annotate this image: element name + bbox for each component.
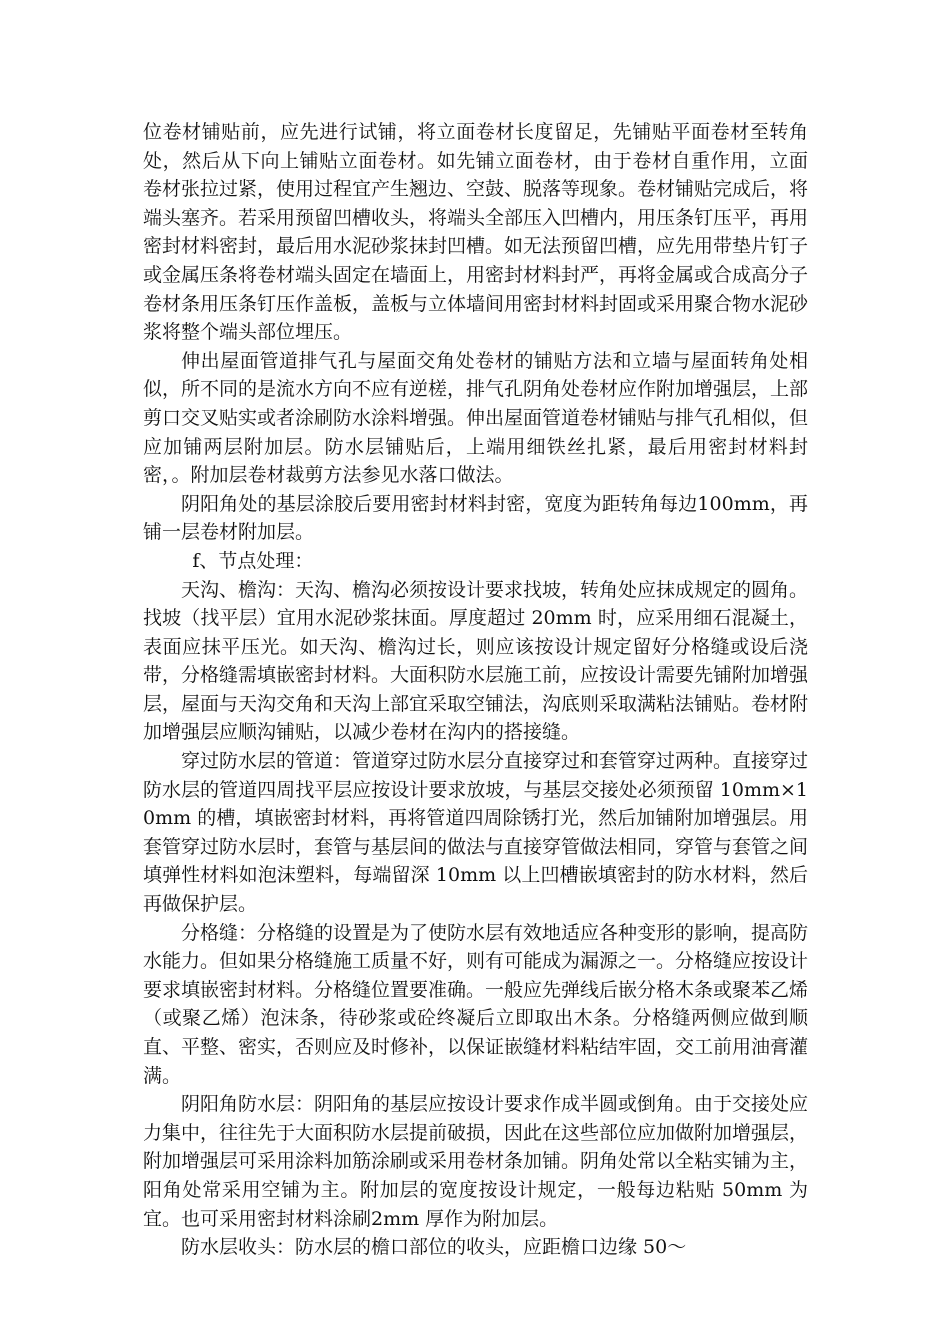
paragraph: 分格缝：分格缝的设置是为了使防水层有效地适应各种变形的影响，提高防水能力。但如果分格缝施工质量不好，则有可能成为漏源之一。分格缝应按设计要求填嵌密封材料。分格缝位置要准确。一般应先弹线后嵌分格木条或聚苯乙烯（或聚乙烯）泡沫条，待砂浆或砼终凝后立即取出木条。分格缝两侧应做到顺直、平整、密实，否则应及时修补，以保证嵌缝材料粘结牢固，交工前用油膏灌满。	[143, 921, 809, 1087]
paragraph: 阴阳角防水层：阴阳角的基层应按设计要求作成半圆或倒角。由于交接处应力集中，往往先于大面积防水层提前破损，因此在这些部位应加做附加增强层，附加增强层可采用涂料加筋涂刷或采用卷材条加铺。阴角处常以全粘实铺为主，阳角处常采用空铺为主。附加层的宽度按设计规定，一般每边粘贴 50mm 为宜。也可采用密封材料涂刷2mm 厚作为附加层。	[143, 1093, 809, 1230]
paragraph: 防水层收头：防水层的檐口部位的收头，应距檐口边缘 50～	[181, 1236, 687, 1259]
paragraph: 阴阳角处的基层涂胶后要用密封材料封密，宽度为距转角每边100mm，再铺一层卷材附加层。	[143, 492, 808, 544]
document-body	[143, 118, 808, 1262]
paragraph: 伸出屋面管道排气孔与屋面交角处卷材的铺贴方法和立墙与屋面转角处相似，所不同的是流水方向不应有逆槎，排气孔阴角处卷材应作附加增强层，上部剪口交叉贴实或者涂刷防水涂料增强。伸出屋面管道卷材铺贴与排气孔相似，但应加铺两层附加层。防水层铺贴后，上端用细铁丝扎紧，最后用密封材料封密，。附加层卷材裁剪方法参见水落口做法。	[143, 349, 809, 487]
section-heading: f、节点处理：	[192, 549, 314, 572]
paragraph: 位卷材铺贴前，应先进行试铺，将立面卷材长度留足，先铺贴平面卷材至转角处，然后从下向上铺贴立面卷材。如先铺立面卷材，由于卷材自重作用，立面 卷材张拉过紧，使用过程宜产生翘边、空鼓、脱落等现象。卷材铺贴完成后，将端头塞齐。若采用预留凹槽收头，将端头全部压入凹槽内，用压条钉压平，再用密封材料密封，最后用水泥砂浆抹封凹槽。如无法预留凹槽，应先用带垫片钉子或金属压条将卷材端头固定在墙面上，用密封材料封严，再将金属或合成高分子卷材条用压条钉压作盖板，盖板与立体墙间用密封材料封固或采用聚合物水泥砂浆将整个端头部位埋压。	[143, 121, 809, 344]
paragraph: 穿过防水层的管道：管道穿过防水层分直接穿过和套管穿过两种。直接穿过防水层的管道四周找平层应按设计要求放坡，与基层交接处必须预留 10mm×10mm 的槽，填嵌密封材料，再将管道四周除锈打光，然后加铺附加增强层。用套管穿过防水层时，套管与基层间的做法与直接穿管做法相同，穿管与套管之间填弹性材料如泡沫塑料，每端留深 10mm 以上凹槽嵌填密封的防水材料，然后再做保护层。	[143, 750, 809, 916]
paragraph: 天沟、檐沟：天沟、檐沟必须按设计要求找坡，转角处应抹成规定的圆角。找坡（找平层）宜用水泥砂浆抹面。厚度超过 20mm 时，应采用细石混凝土，表面应抹平压光。如天沟、檐沟过长，则应该按设计规定留好分格缝或设后浇带，分格缝需填嵌密封材料。大面积防水层施工前，应按设计需要先铺附加增强层，屋面与天沟交角和天沟上部宜采取空铺法，沟底则采取满粘法铺贴。卷材附加增强层应顺沟铺贴，以减少卷材在沟内的搭接缝。	[143, 578, 809, 744]
